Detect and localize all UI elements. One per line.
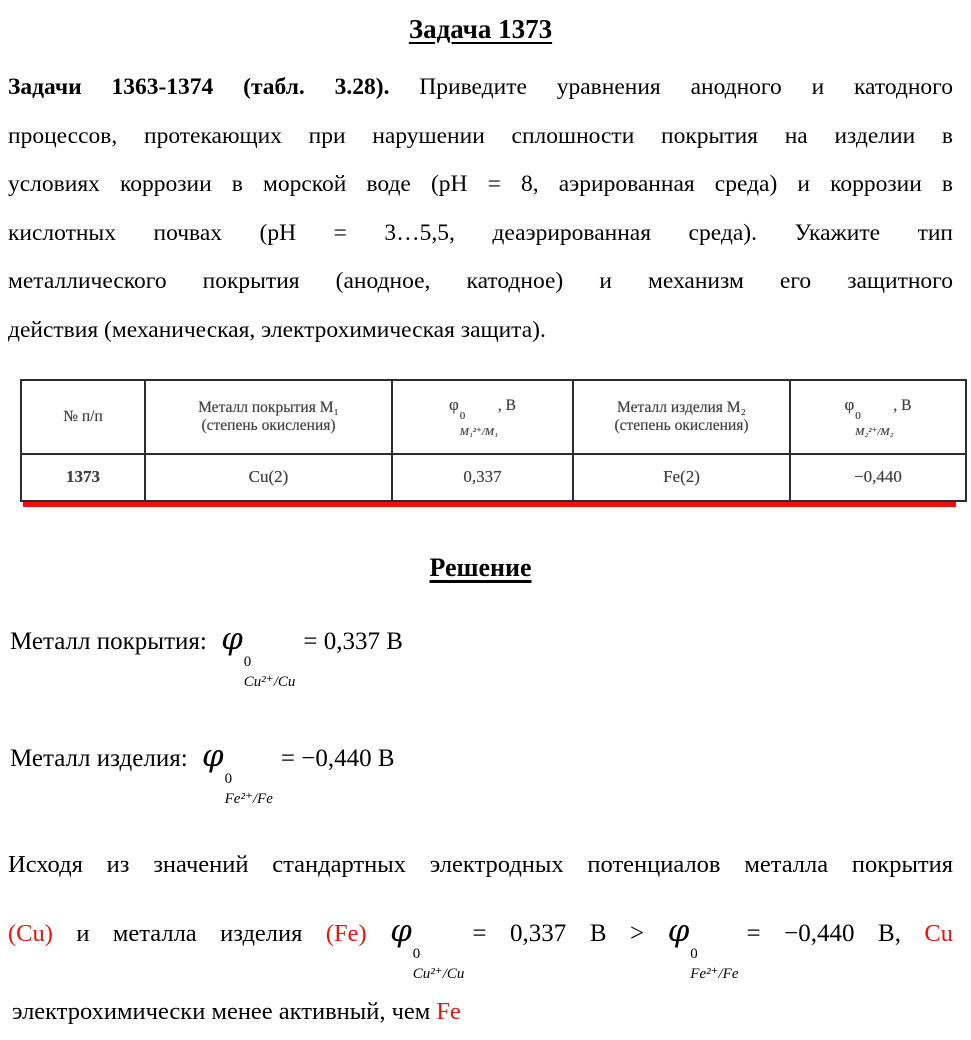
statement-line-2: процессов, протекающих при нарушении сплошности покрытия на изделии в (8, 122, 953, 149)
phi-m1-unit: , В (497, 397, 517, 415)
statement-line-3: условиях коррозии в морской воде (pH = 8, аэрированная среда) и коррозии в (8, 171, 953, 198)
comparison-fe-value: = −0,440 В, (746, 919, 901, 947)
coating-potential-line (10, 621, 953, 690)
conclusion-line-3-text: электрохимически менее активный, чем (12, 997, 431, 1025)
conclusion-paragraph (8, 837, 953, 1040)
fe-highlight-2: Fe (436, 997, 461, 1025)
header-phi-m1 (392, 380, 573, 454)
comparison-formula-fe: φ 0 Fe²⁺/Fe = −0,440 В, (667, 912, 901, 982)
header-product-metal (573, 380, 790, 454)
fe-highlight: (Fe) (325, 919, 367, 947)
header-product-metal-line1: Металл изделия М₂ (617, 398, 746, 416)
conditions-table-wrapper (20, 379, 953, 507)
cell-product-metal: Fe(2) (573, 454, 790, 501)
comparison-cu-value: = 0,337 В > (472, 919, 645, 947)
phi-symbol: φ (221, 620, 243, 657)
cu-highlight: (Cu) (8, 919, 53, 947)
header-coating-metal-line2: (степень окисления) (201, 416, 336, 434)
product-potential-value: = −0,440 В (280, 744, 395, 772)
cell-problem-number: 1373 (21, 454, 145, 501)
header-num: № п/п (21, 380, 145, 454)
statement-line-1 (8, 63, 953, 112)
page-title (8, 14, 953, 45)
solution-heading (8, 553, 953, 583)
header-coating-metal-line1: Металл покрытия М₁ (198, 398, 339, 416)
phi-symbol: φ (390, 912, 412, 949)
header-phi-m2 (790, 380, 966, 454)
phi-symbol: φ (667, 912, 690, 949)
red-divider-rule (23, 502, 956, 507)
comparison-formula-cu: φ 0 Cu²⁺/Cu = 0,337 В > (390, 912, 645, 982)
header-coating-metal (145, 380, 392, 454)
problem-statement (8, 63, 953, 355)
product-potential-line (10, 738, 953, 807)
statement-line-1-rest: Приведите уравнения анодного и катодного (389, 74, 953, 100)
conclusion-line-2 (8, 899, 953, 982)
phi-m1-symbol: φ 0 М₁²⁺/М₁ (448, 395, 498, 439)
header-product-metal-line2: (степень окисления) (614, 416, 749, 434)
coating-potential-label: Металл покрытия: (10, 627, 207, 655)
statement-line-4: кислотных почвах (pH = 3…5,5, деаэрированная среда). Укажите тип (8, 219, 953, 246)
table-data-row (21, 454, 966, 501)
cu-highlight-2: Cu (924, 919, 953, 947)
page-title-text: Задача 1373 (408, 14, 553, 44)
phi-m2-unit: , В (893, 397, 912, 415)
statement-bold-lead: Задачи 1363-1374 (табл. 3.28). (8, 74, 390, 100)
phi-m2-symbol: φ 0 М₂²⁺/М₂ (844, 395, 894, 439)
conditions-table (20, 379, 967, 502)
statement-line-6: действия (механическая, электрохимическая защита). (8, 316, 546, 343)
statement-line-5: металлического покрытия (анодное, катодное) и механизм его защитного (8, 268, 953, 295)
solution-heading-text: Решение (429, 552, 532, 582)
conclusion-line-3 (12, 984, 953, 1040)
phi-symbol: φ (201, 737, 224, 774)
cell-coating-metal: Cu(2) (145, 454, 392, 501)
table-header-row (21, 380, 966, 454)
conclusion-mid-text: и металла изделия (76, 919, 303, 947)
product-potential-label: Металл изделия: (10, 744, 188, 772)
coating-potential-value: = 0,337 В (303, 627, 403, 655)
product-potential-formula: φ 0 Fe²⁺/Fe = −0,440 В (201, 737, 395, 807)
conclusion-line-1: Исходя из значений стандартных электродных потенциалов металла покрытия (8, 850, 953, 878)
cell-phi-product: −0,440 (790, 454, 966, 501)
coating-potential-formula: φ 0 Cu²⁺/Cu = 0,337 В (221, 620, 403, 690)
cell-phi-coating: 0,337 (392, 454, 573, 501)
